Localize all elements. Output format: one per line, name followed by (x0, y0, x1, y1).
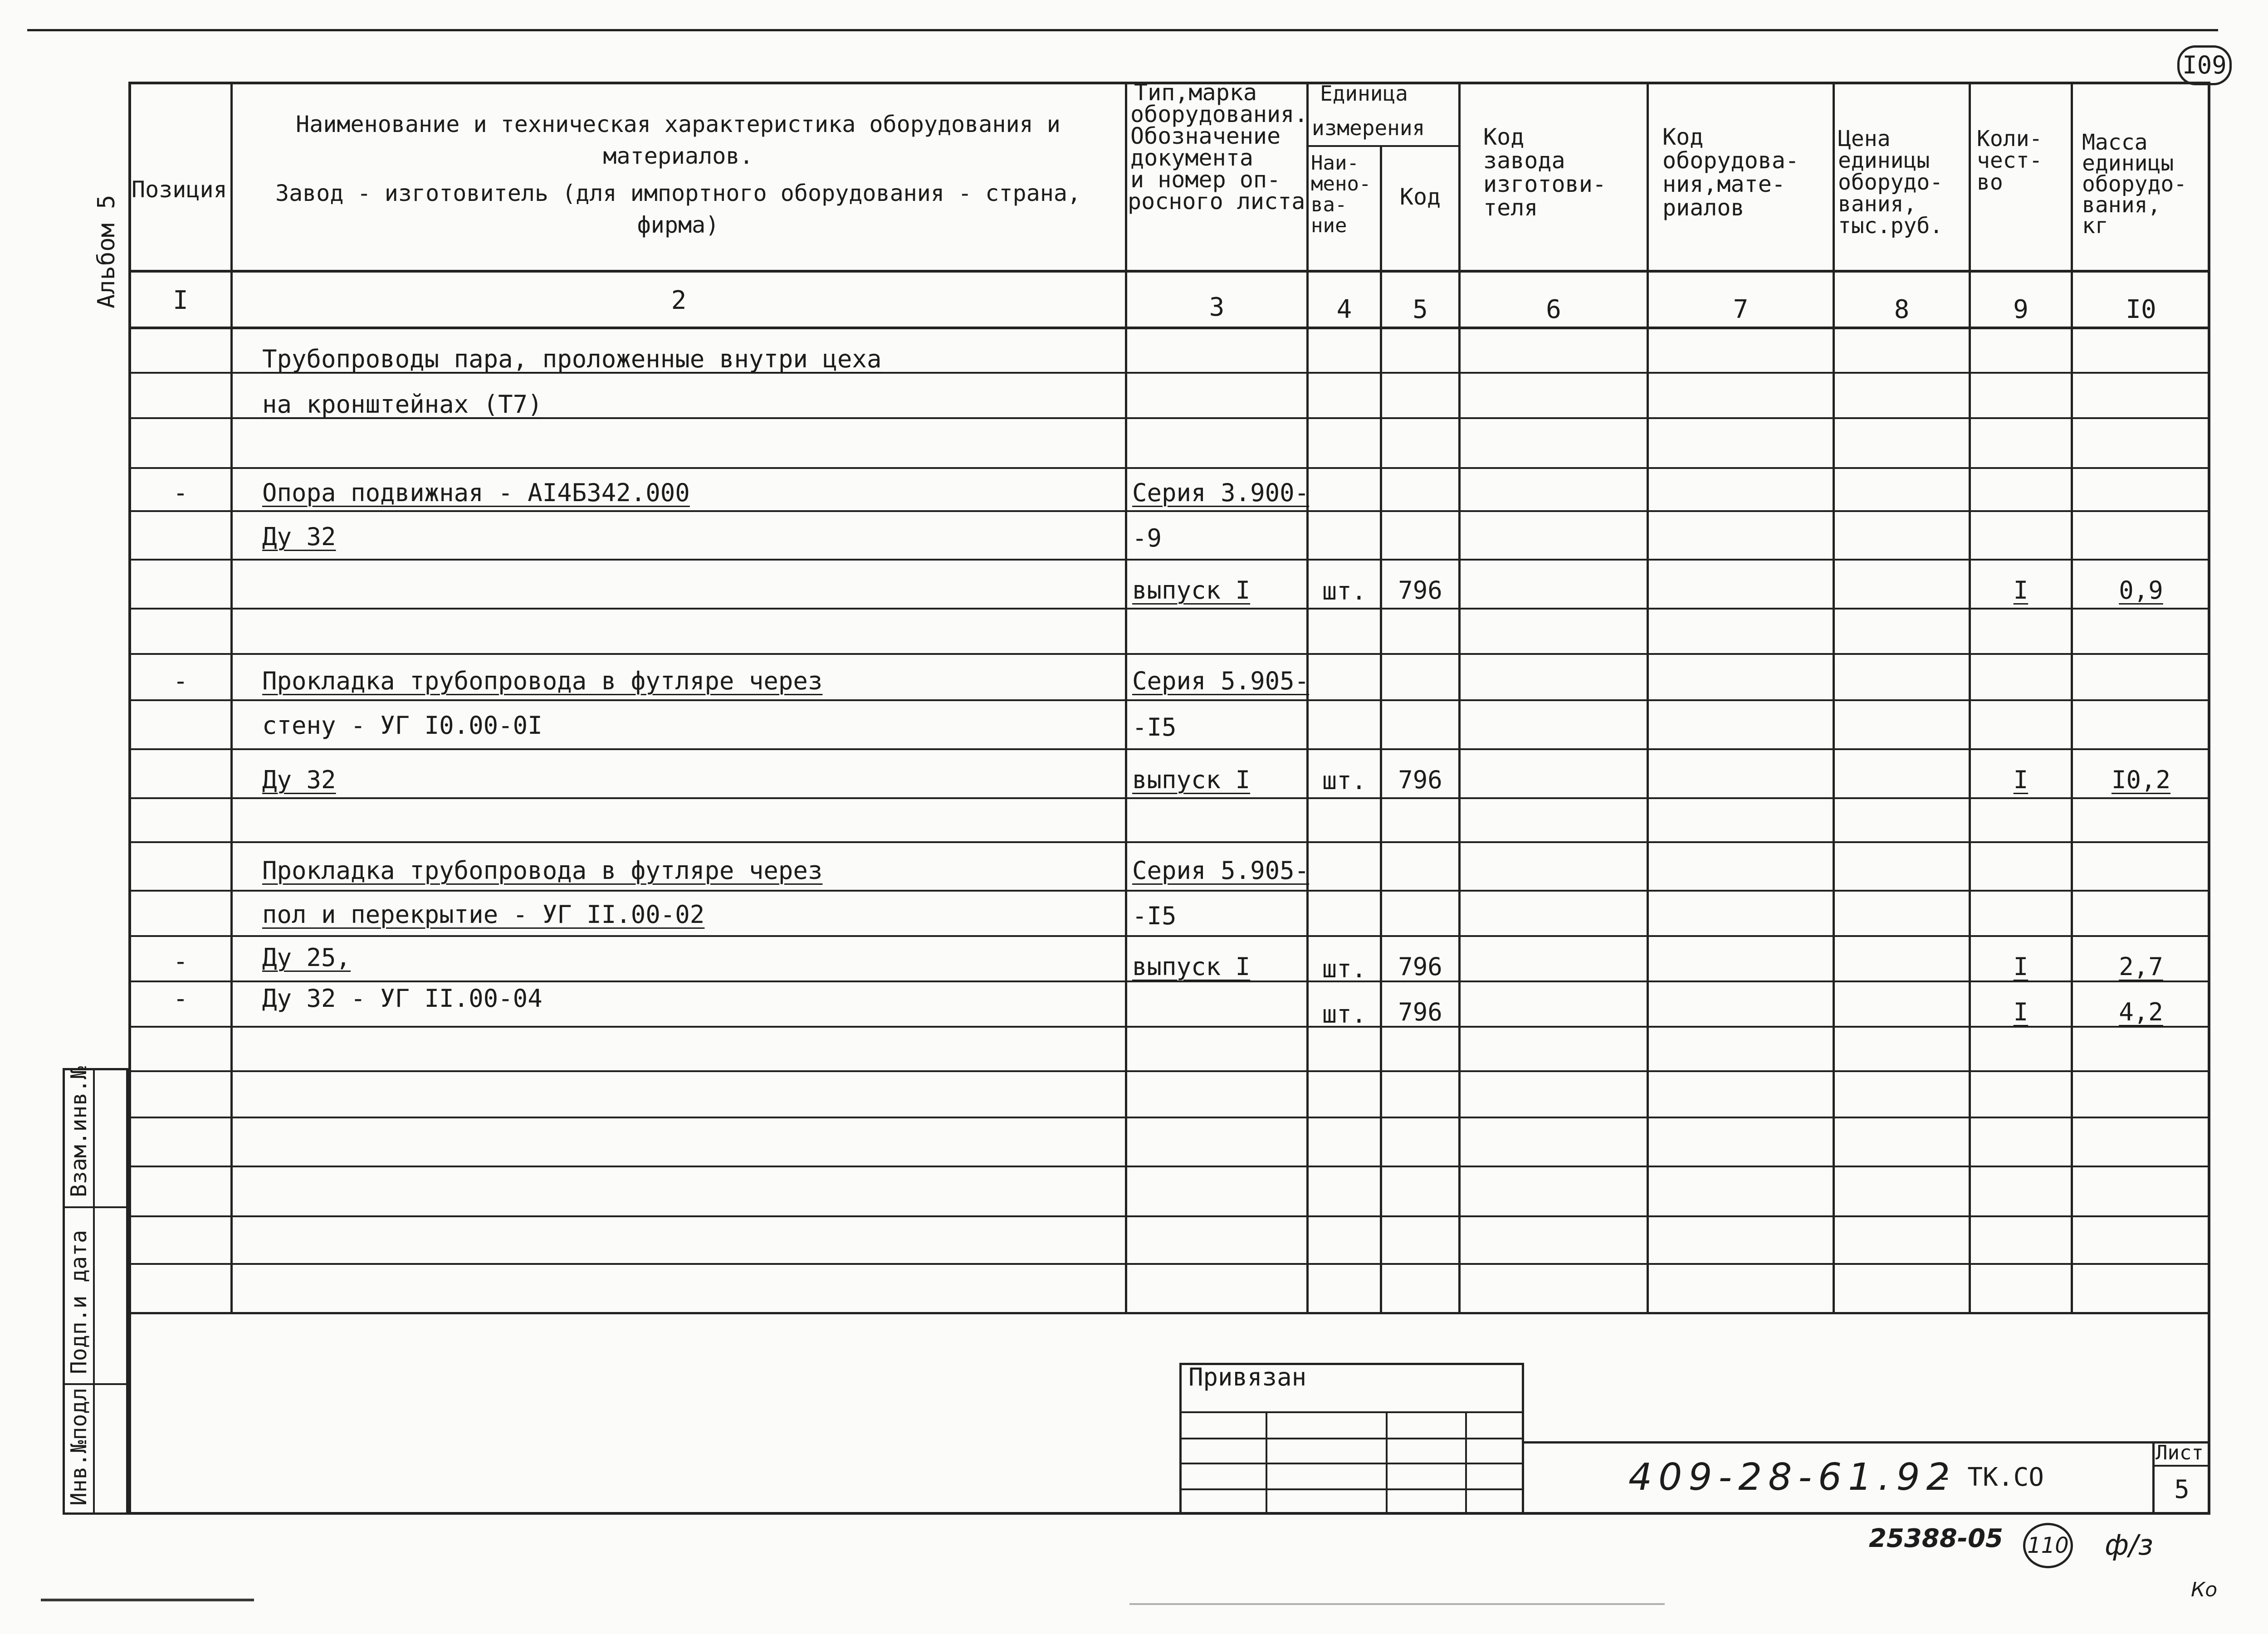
row-name: на кронштейнах (Т7) (262, 390, 543, 419)
row-name: пол и перекрытие - УГ II.00-02 (262, 900, 705, 929)
col9-header-line2: чест- (1977, 148, 2043, 173)
row-name: Прокладка трубопровода в футляре через (262, 856, 823, 885)
col8-header-line5: тыс.руб. (1838, 213, 1943, 239)
row-separator-line (128, 559, 2210, 561)
col-number-7: 7 (1733, 295, 1749, 324)
col4-group-line2: измерения (1312, 116, 1425, 140)
row-separator-line (128, 608, 2210, 610)
row-type: -I5 (1132, 902, 1177, 930)
row-name: Ду 32 (262, 522, 336, 551)
col3-header-line6: росного листа (1128, 188, 1305, 215)
col-number-2: 2 (671, 286, 687, 315)
row-mass: 0,9 (2119, 576, 2163, 605)
row-type: выпуск I (1132, 952, 1251, 981)
col4-header-line3: ва- (1311, 193, 1347, 216)
col-number-5: 5 (1413, 295, 1428, 324)
col10-header-line2: единицы (2082, 151, 2174, 176)
row-name: Ду 32 (262, 766, 336, 794)
col8-header-line2: единицы (1838, 148, 1930, 173)
col3-header-line4: документа (1130, 145, 1253, 171)
row-type: Серия 5.905- (1132, 667, 1310, 695)
col7-header-line1: Код (1662, 124, 1704, 150)
row-position: - (173, 984, 188, 1013)
row-qty: I (2013, 952, 2028, 981)
col6-header-line2: завода (1483, 147, 1565, 174)
row-name: стену - УГ I0.00-0I (262, 711, 543, 740)
row-name: Ду 25, (262, 943, 351, 972)
row-separator-line (128, 467, 2210, 469)
row-mass: 2,7 (2119, 952, 2163, 981)
col8-header-line3: оборудо- (1838, 170, 1943, 195)
row-separator-line (128, 935, 2210, 937)
row-separator-line (128, 797, 2210, 799)
sheet-number-badge (2177, 45, 2232, 85)
row-mass: 4,2 (2119, 998, 2163, 1026)
col6-header-line3: изготови- (1483, 171, 1606, 197)
row-mass: I0,2 (2111, 766, 2171, 794)
row-code: 796 (1398, 998, 1442, 1026)
sheet-number-text: I09 (2182, 51, 2227, 79)
col6-header-line4: теля (1483, 195, 1538, 221)
sheet-top-line (27, 29, 2218, 31)
row-type: -9 (1132, 524, 1162, 552)
col2-header-line4: фирма) (637, 212, 719, 238)
row-unit: шт. (1322, 766, 1367, 795)
row-separator-line (128, 1070, 2210, 1072)
col9-header-line3: во (1977, 170, 2003, 195)
col3-header-line2: оборудования. (1130, 101, 1308, 127)
row-position: - (173, 947, 188, 976)
col2-header-line2: материалов. (603, 143, 753, 169)
col-number-1: I (173, 286, 188, 315)
row-separator-line (128, 510, 2210, 512)
col7-header-line3: ния,мате- (1662, 171, 1785, 197)
col3-header-line3: Обозначение (1130, 123, 1281, 149)
col7-header-line4: риалов (1662, 195, 1745, 221)
row-name: Ду 32 - УГ II.00-04 (262, 984, 543, 1013)
row-unit: шт. (1322, 577, 1367, 605)
row-separator-line (128, 841, 2210, 843)
row-separator-line (128, 748, 2210, 750)
col-number-4: 4 (1336, 295, 1352, 324)
list-number: 5 (2174, 1475, 2190, 1504)
row-type: выпуск I (1132, 576, 1251, 605)
row-separator-line (128, 1026, 2210, 1028)
row-separator-line (128, 890, 2210, 892)
row-name: Прокладка трубопровода в футляре через (262, 667, 823, 695)
row-code: 796 (1398, 952, 1442, 981)
row-type: Серия 5.905- (1132, 856, 1310, 885)
handwritten-mark: ф/з (2105, 1528, 2153, 1561)
row-name: Опора подвижная - АI4Б342.000 (262, 478, 690, 507)
col10-header-line3: оборудо- (2082, 171, 2187, 197)
col3-header-line1: Тип,марка (1134, 79, 1257, 106)
col-number-9: 9 (2013, 295, 2028, 324)
col2-header-line3: Завод - изготовитель (для импортного оборудования - страна, (275, 180, 1081, 206)
col10-header-line5: кг (2082, 213, 2108, 239)
col7-header-line2: оборудова- (1662, 147, 1799, 174)
row-type: -I5 (1132, 713, 1177, 741)
row-qty: I (2013, 766, 2028, 794)
document-number: 409-28-61.92 (1628, 1456, 1956, 1499)
row-name: Трубопроводы пара, проложенные внутри цеха (262, 345, 882, 373)
album-label: Альбом 5 (93, 195, 120, 308)
row-position: - (173, 478, 188, 507)
col4-group-line1: Единица (1320, 81, 1408, 106)
privyazan-label: Привязан (1188, 1363, 1307, 1391)
row-type: Серия 3.900- (1132, 478, 1310, 507)
col3-header-line5: и номер оп- (1130, 166, 1281, 193)
row-type: выпуск I (1132, 766, 1251, 794)
archive-circle-number: 110 (2027, 1533, 2069, 1558)
col10-header-line4: вания, (2082, 192, 2161, 218)
handwritten-mark-2: Ко (2191, 1578, 2218, 1601)
row-separator-line (128, 1215, 2210, 1217)
col9-header-line1: Коли- (1977, 126, 2043, 151)
col5-header: Код (1399, 184, 1441, 210)
row-position: - (173, 667, 188, 695)
archive-circle (2023, 1523, 2073, 1568)
col-number-6: 6 (1546, 295, 1561, 324)
col10-header-line1: Масса (2082, 130, 2148, 155)
row-unit: шт. (1322, 1000, 1367, 1029)
row-separator-line (128, 699, 2210, 701)
col2-header-line1: Наименование и техническая характеристика оборудования и (296, 111, 1061, 137)
row-unit: шт. (1322, 955, 1367, 983)
document-suffix: - ТК.СО (1937, 1463, 2044, 1492)
col-number-3: 3 (1209, 293, 1225, 322)
col4-header-line4: ние (1311, 214, 1347, 237)
col-number-8: 8 (1894, 295, 1910, 324)
stamp-label-inv: Инв.№подл (66, 1387, 92, 1506)
col4-header-line1: Наи- (1311, 151, 1359, 175)
row-separator-line (128, 1166, 2210, 1167)
row-separator-line (128, 1117, 2210, 1118)
row-qty: I (2013, 576, 2028, 605)
row-separator-line (128, 653, 2210, 655)
row-separator-line (128, 1263, 2210, 1265)
row-qty: I (2013, 998, 2028, 1026)
row-code: 796 (1398, 576, 1442, 605)
col1-header: Позиция (132, 176, 227, 203)
col4-header-line2: мено- (1311, 172, 1371, 195)
list-label: Лист (2156, 1441, 2204, 1464)
col8-header-line4: вания, (1838, 191, 1917, 217)
col6-header-line1: Код (1483, 124, 1525, 150)
row-code: 796 (1398, 766, 1442, 794)
stamp-label-signature: Подп.и дата (66, 1230, 92, 1374)
col-number-10: I0 (2126, 295, 2156, 324)
archive-number: 25388-05 (1869, 1524, 2003, 1553)
stamp-label-replaced: Взам.инв.№ (66, 1066, 92, 1197)
col8-header-line1: Цена (1838, 126, 1891, 151)
